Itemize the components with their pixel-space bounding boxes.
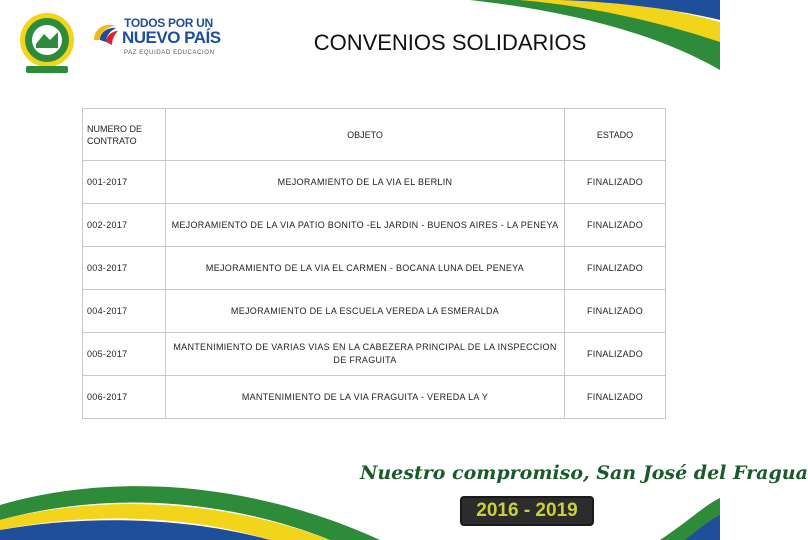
brand-line-1: TODOS POR UN xyxy=(124,16,213,30)
todos-por-un-nuevo-pais-logo xyxy=(88,16,221,66)
column-header-numero: NUMERO DE CONTRATO xyxy=(83,109,166,161)
years-badge: 2016 - 2019 xyxy=(460,496,594,526)
cell-estado: FINALIZADO xyxy=(565,247,666,290)
cell-estado: FINALIZADO xyxy=(565,333,666,376)
cell-numero: 005-2017 xyxy=(83,333,166,376)
cell-estado: FINALIZADO xyxy=(565,204,666,247)
cell-numero: 002-2017 xyxy=(83,204,166,247)
table-row xyxy=(83,161,666,204)
municipal-seal-logo xyxy=(14,10,80,76)
table-row xyxy=(83,204,666,247)
cell-estado: FINALIZADO xyxy=(565,376,666,419)
table-header-row xyxy=(83,109,666,161)
cell-objeto: MANTENIMIENTO DE VARIAS VIAS EN LA CABEZERA PRINCIPAL DE LA INSPECCION DE FRAGUITA xyxy=(166,333,565,376)
column-header-estado: ESTADO xyxy=(565,109,666,161)
cell-numero: 004-2017 xyxy=(83,290,166,333)
brand-mark-icon xyxy=(88,18,122,58)
brand-line-2: NUEVO PAÍS xyxy=(122,28,221,47)
contracts-table xyxy=(82,108,666,419)
cell-objeto: MEJORAMIENTO DE LA ESCUELA VEREDA LA ESMERALDA xyxy=(166,290,565,333)
cell-objeto: MEJORAMIENTO DE LA VIA EL CARMEN - BOCANA LUNA DEL PENEYA xyxy=(166,247,565,290)
cell-estado: FINALIZADO xyxy=(565,290,666,333)
table-row xyxy=(83,247,666,290)
cell-estado: FINALIZADO xyxy=(565,161,666,204)
page-title: CONVENIOS SOLIDARIOS xyxy=(313,30,587,55)
cell-numero: 006-2017 xyxy=(83,376,166,419)
footer-motto-banner xyxy=(340,458,808,528)
motto-text: Nuestro compromiso, San José del Fragua xyxy=(360,462,808,484)
column-header-objeto: OBJETO xyxy=(166,109,565,161)
table-row xyxy=(83,333,666,376)
brand-line-3: PAZ EQUIDAD EDUCACION xyxy=(124,50,215,56)
table-row xyxy=(83,290,666,333)
cell-numero: 001-2017 xyxy=(83,161,166,204)
cell-objeto: MANTENIMIENTO DE LA VIA FRAGUITA - VEREDA LA Y xyxy=(166,376,565,419)
table-row xyxy=(83,376,666,419)
cell-objeto: MEJORAMIENTO DE LA VIA EL BERLIN xyxy=(166,161,565,204)
cell-objeto: MEJORAMIENTO DE LA VIA PATIO BONITO -EL JARDIN - BUENOS AIRES - LA PENEYA xyxy=(166,204,565,247)
cell-numero: 003-2017 xyxy=(83,247,166,290)
